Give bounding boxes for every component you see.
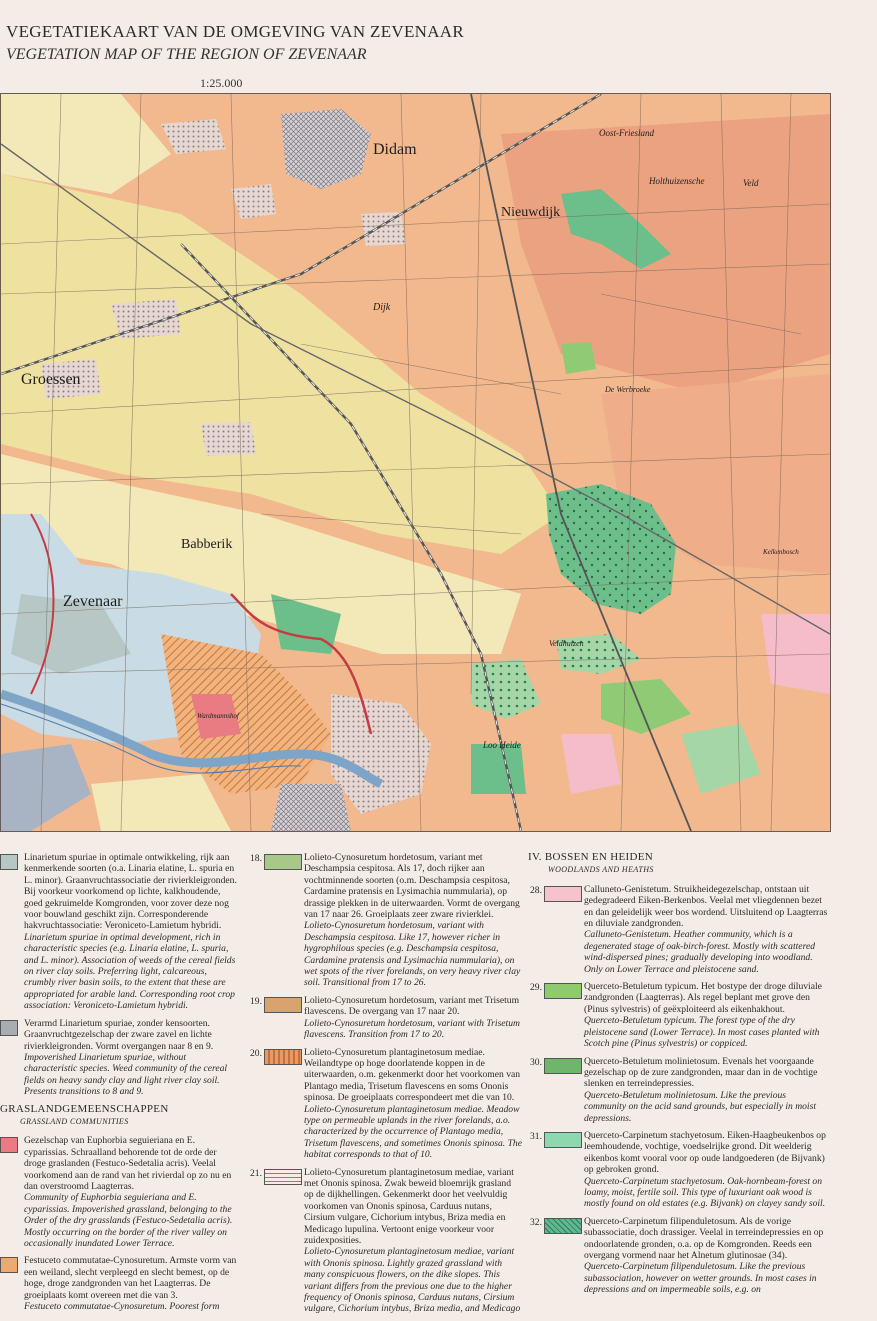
legend-number: 28. bbox=[530, 884, 542, 896]
legend-text-en: Lolieto-Cynosuretum plantaginetosum mediae, variant with Ononis spinosa. Lightly grazed grassland with many conspicuous flowers, on the dike slopes. This variant differs from the previous one due to the higher frequency of Ononis spinosa, Carduus nutans, Cirsium vulgare, Cichorium intybus, Briza media, and Medicago bbox=[304, 1246, 521, 1315]
legend-entry-21 bbox=[248, 1167, 523, 1315]
label-de-werbroeke: De Werbroeke bbox=[605, 385, 651, 394]
legend-number: 20. bbox=[250, 1047, 262, 1059]
legend-number: 29. bbox=[530, 982, 542, 994]
legend-section-heading: IV. BOSSEN EN HEIDEN bbox=[528, 851, 653, 863]
legend-text-nl: Lolieto-Cynosuretum plantaginetosum mediae, variant met Ononis spinosa. Zwak beweid bloemrijk grasland op de dijkhellingen. Gekenmerkt door het veelvuldig voorkomen van Ononis spinosa, Carduus nutans, Cirsium vulgare, Cichorium intybus, Briza media en Medicago lupulina. Vertoont enige voorkeur voor zuidexposities. bbox=[304, 1166, 514, 1246]
label-holthuizensche: Holthuizensche bbox=[649, 176, 705, 186]
legend-subsection-heading: GRASSLAND COMMUNITIES bbox=[20, 1116, 129, 1126]
label-kelkenbosch: Kelkenbosch bbox=[763, 548, 799, 556]
legend-number: 19. bbox=[250, 995, 262, 1007]
legend-text-nl: Querceto-Betuletum typicum. Het bostype der droge diluviale zandgronden (Laagterras). Als regel beplant met grove den (Pinus sylvestris) of geëxploiteerd als eikenhakhout. bbox=[584, 981, 822, 1015]
label-didam: Didam bbox=[373, 141, 417, 158]
legend-text-nl: Querceto-Betuletum molinietosum. Evenals het voorgaande gezelschap op de zure zandgronden, maar dan in de vochtige slenken en terreindepressies. bbox=[584, 1055, 818, 1090]
map-scale: 1:25.000 bbox=[200, 76, 243, 90]
legend-number: 31. bbox=[530, 1130, 542, 1142]
title-block bbox=[6, 22, 606, 64]
legend-swatch bbox=[544, 886, 582, 902]
label-nieuwdijk: Nieuwdijk bbox=[501, 205, 561, 220]
legend-section-heading: GRASLANDGEMEENSCHAPPEN bbox=[0, 1102, 169, 1115]
legend-text-nl: Lolieto-Cynosuretum hordetosum, variant met Deschampsia cespitosa. Als 17, doch rijker aan vochtminnende soorten (o.m. Deschampsia cespitosa, Cardamine pratensis en Lysimachia nummularia), op drassige plekken in de uiterwaarden. Vormt de overgang van 17 naar 26. Groeiplaats zeer zware rivierklei. bbox=[304, 852, 520, 921]
legend-text-en: Lolieto-Cynosuretum plantaginetosum mediae. Meadow type on permeable uplands in the river forelands, a.o. characterized by the occurrence of Plantago media, Trisetum flavescens, and sometimes Ononis spinosa. The habitat corresponds to that of 10. bbox=[304, 1103, 522, 1161]
legend-text-nl: Verarmd Linarietum spuriae, zonder kensoorten. Graanvruchtgezelschap der zware zavel en lichte rivierkleigronden. Vormt overgangen naar 8 en 9. bbox=[24, 1017, 214, 1052]
legend-text-en: Festuceto commutatae-Cynosuretum. Poorest form bbox=[24, 1301, 220, 1313]
legend-swatch bbox=[544, 1058, 582, 1074]
legend-swatch bbox=[0, 1257, 18, 1273]
map-canvas bbox=[1, 94, 830, 831]
legend-swatch bbox=[0, 1020, 18, 1036]
legend-entry-29 bbox=[528, 981, 828, 1049]
legend-entry-19 bbox=[248, 995, 523, 1041]
legend-text-nl: Festuceto commutatae-Cynosuretum. Armste vorm van een weiland, slecht verpleegd en slecht bemest, op de hoge, droge zandgronden van het Laagterras. De groeiplaats komt overeen met die van 3. bbox=[24, 1255, 237, 1301]
legend-column-2 bbox=[248, 852, 523, 1321]
label-wardmannshof: Wardmannshof bbox=[197, 712, 239, 720]
legend-swatch bbox=[264, 1049, 302, 1065]
legend-column-3 bbox=[528, 852, 828, 1302]
legend-entry-28 bbox=[528, 884, 828, 975]
legend-number: 18. bbox=[250, 853, 262, 864]
vegetation-map[interactable] bbox=[0, 93, 831, 832]
legend-swatch bbox=[0, 1137, 18, 1153]
legend-entry-31 bbox=[528, 1130, 828, 1210]
legend-entry-32 bbox=[528, 1216, 828, 1296]
legend-text-nl: Gezelschap van Euphorbia seguieriana en E. cyparissias. Schraalland behorende tot de orde der droge graslanden (Festuco-Sedetalia acris). Veelal voorkomend aan de rand van het rivierdal op zo nu en dan overstroomd Laagterras. bbox=[24, 1135, 232, 1192]
label-zevenaar: Zevenaar bbox=[63, 593, 123, 610]
legend-text-en: Querceto-Betuletum molinietosum. Like the previous community on the acid sand grounds, but especially in moist depressions. bbox=[584, 1089, 816, 1124]
title-dutch: VEGETATIEKAART VAN DE OMGEVING VAN ZEVENAAR bbox=[6, 22, 465, 41]
legend-text-nl: Linarietum spuriae in optimale ontwikkeling, rijk aan kenmerkende soorten (o.a. Linaria elatine, L. spuria en L. minor). Graanvruchtassociatie der rivierkleigronden. Bij voorkeur voorkomend op lichte, kalkhoudende, goed gekruimelde Komgronden, voor zover deze nog voor bouwland geschikt zijn. Corresponderende hakvruchtassociatie: Veroniceto-Lamietum hybridi. bbox=[24, 852, 237, 932]
label-veldhuizen: Veldhuizen bbox=[549, 639, 584, 648]
legend-text-en: Querceto-Betuletum typicum. The forest type of the dry pleistocene sand (Lower Terrace). In most cases planted with Scotch pine (Pinus sylvestris) or coppiced. bbox=[584, 1015, 820, 1050]
legend-text-en: Impoverished Linarietum spuriae, without characteristic species. Weed community of the cereal fields on heavy sandy clay and light river clay soil. Presents transitions to 8 and 9. bbox=[24, 1051, 228, 1098]
legend-entry bbox=[0, 1018, 240, 1098]
label-veld: Veld bbox=[743, 178, 759, 188]
legend-swatch bbox=[264, 997, 302, 1013]
legend-column-1 bbox=[0, 852, 240, 1318]
legend-text-en: Calluneto-Genistetum. Heather community, which is a degenerated stage of oak-birch-forest. Mostly with scattered wind-dispersed pines; gradually developing into woodland. Only on Lower Terrace and pleistocene sand. bbox=[584, 929, 815, 975]
legend-number: 21. bbox=[250, 1167, 262, 1179]
legend-entry-20 bbox=[248, 1047, 523, 1161]
legend-entry bbox=[0, 852, 240, 1012]
title-english: VEGETATION MAP OF THE REGION OF ZEVENAAR bbox=[6, 46, 367, 63]
legend-text-nl: Lolieto-Cynosuretum hordetosum, variant met Trisetum flavescens. De overgang van 17 naar 20. bbox=[304, 994, 520, 1018]
legend-text-en: Querceto-Carpinetum filipenduletosum. Like the previous subassociation, however on wetter grounds. In most cases in depressions and on impermeable soils, e.g. on bbox=[584, 1261, 817, 1296]
legend-entry bbox=[0, 1135, 240, 1249]
legend-swatch bbox=[544, 983, 582, 999]
legend-text-nl: Lolieto-Cynosuretum plantaginetosum mediae. Weilandtype op hoge doorlatende koppen in de uiterwaarden, o.m. gekenmerkt door het voorkomen van Plantago media, Trisetum flavescens en soms Ononis spinosa. De groeiplaats correspondeert met die van 10. bbox=[304, 1046, 521, 1104]
label-oost-friesland: Oost-Friesland bbox=[599, 128, 654, 138]
legend-entry bbox=[0, 1255, 240, 1312]
legend-swatch bbox=[544, 1218, 582, 1234]
legend-text-en: Community of Euphorbia seguieriana and E. cyparissias. Impoverished grassland, belonging to the Order of the dry grasslands (Festuco-Sedetalia acris). Mostly occurring on the border of the river valley on occasionally inundated Lower Terrace. bbox=[24, 1192, 233, 1249]
legend-entry-30 bbox=[528, 1056, 828, 1124]
label-dijk: Dijk bbox=[373, 302, 391, 313]
legend-swatch bbox=[264, 854, 302, 870]
label-loo-heide: Loo Heide bbox=[483, 740, 521, 750]
legend-text-en: Lolieto-Cynosuretum hordetosum, variant with Deschampsia cespitosa. Like 17, however richer in hygrophilous species (e.g. Deschampsia cespitosa, Cardamine pratensis and Lysimachia nummularia), on wet spots of the river forelands, on very heavy river clay soil. Transitional from 17 to 26. bbox=[304, 920, 521, 989]
legend-text-en: Querceto-Carpinetum stachyetosum. Oak-hornbeam-forest on loamy, moist, fertile soil. This type of luxuriant oak wood is mostly found on old estates (e.g. Bijvank) on clayey sandy soil. bbox=[584, 1175, 826, 1210]
legend-swatch bbox=[264, 1169, 302, 1185]
legend-text-en: Lolieto-Cynosuretum hordetosum, variant with Trisetum flavescens. Transition from 17 to 20. bbox=[304, 1017, 520, 1041]
label-groessen: Groessen bbox=[21, 371, 81, 388]
legend-text-nl: Querceto-Carpinetum stachyetosum. Eiken-Haagbeukenbos op leemhoudende, vochtige, voedselrijke grond. Dit weelderig eikenbos komt vooral voor op oude landgoederen (de Bijvank) op gebroken grond. bbox=[584, 1129, 826, 1176]
legend-swatch bbox=[0, 854, 18, 870]
legend-entry-18 bbox=[248, 852, 523, 989]
legend-swatch bbox=[544, 1132, 582, 1148]
legend-text-en: Linarietum spuriae in optimal development, rich in characteristic species (e.g. Linaria elatine, L. spuria, and L. minor). Association of weeds of the cereal fields on river clay soils. Preferring light, calcareous, crumbly river basin soils, to the extent that these are appropriated for arable land. Corresponding root crop association: Veroniceto-Lamietum hybridi. bbox=[24, 931, 236, 1012]
legend-number: 32. bbox=[530, 1216, 542, 1228]
legend-subsection-heading: WOODLANDS AND HEATHS bbox=[548, 865, 654, 875]
legend-text-nl: Querceto-Carpinetum filipenduletosum. Als de vorige subassociatie, doch drassiger. Veelal in terreindepressies en op ondoorlatende gronden, o.a. op de Komgronden. Reeds een overgang vormend naar het Alnetum glutinosae (34). bbox=[584, 1215, 824, 1261]
legend-text-nl: Calluneto-Genistetum. Struikheidegezelschap, ontstaan uit gedegradeerd Eiken-Berkenbos. Veelal met vliegdennen bezet en dan geleidelijk weer bos wordend. Uitsluitend op Laagterras en diluviale zandgronden. bbox=[584, 883, 828, 930]
label-babberik: Babberik bbox=[181, 537, 233, 552]
legend-number: 30. bbox=[530, 1056, 542, 1068]
